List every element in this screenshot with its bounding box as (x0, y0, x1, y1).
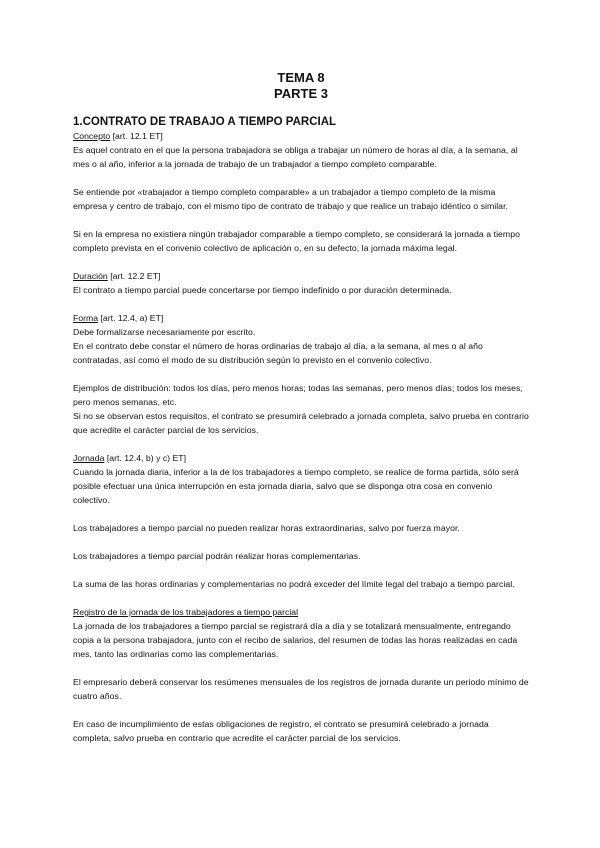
document-page (73, 70, 529, 759)
concepto-paragraph-2: Se entiende por «trabajador a tiempo completo comparable» a un trabajador a tiempo completo de la misma empresa y centro de trabajo, con el mismo tipo de contrato de trabajo y que realice un trabajo idéntico o similar. (73, 187, 508, 211)
parte-title: PARTE 3 (274, 86, 328, 101)
duracion-heading (73, 269, 529, 283)
duracion-ref: [art. 12.2 ET] (107, 271, 161, 281)
jornada-paragraph-3: Los trabajadores a tiempo parcial podrán realizar horas complementarias. (73, 551, 361, 561)
concepto-label: Concepto (73, 131, 111, 141)
jornada-paragraph-1: Cuando la jornada diaria, inferior a la de los trabajadores a tiempo completo, se realice de forma partida, sólo será posible efectuar una única interrupción en esta jornada diaria, salvo que se disponga otra cosa en convenio colectivo. (73, 467, 519, 505)
forma-paragraph-2: En el contrato debe constar el número de horas ordinarias de trabajo al día, a la semana, al mes o al año contratadas, así como el modo de su distribución según lo previsto en el convenio colectivo. (73, 341, 483, 365)
jornada-label: Jornada (73, 453, 105, 463)
registro-label: Registro de la jornada de los trabajadores a tiempo parcial (73, 607, 299, 617)
jornada-heading (73, 451, 529, 465)
duracion-label: Duración (73, 271, 108, 281)
concepto-heading (73, 129, 529, 143)
jornada-ref: [art. 12.4, b) y c) ET] (104, 453, 186, 463)
registro-paragraph-3: En caso de incumplimiento de estas obligaciones de registro, el contrato se presumirá celebrado a jornada completa, salvo prueba en contrario que acredite el carácter parcial de los servicios. (73, 719, 489, 743)
jornada-paragraph-2: Los trabajadores a tiempo parcial no pueden realizar horas extraordinarias, salvo por fuerza mayor. (73, 523, 460, 533)
registro-paragraph-1: La jornada de los trabajadores a tiempo parcial se registrará día a día y se totalizará mensualmente, entregando copia a la persona trabajadora, junto con el recibo de salarios, del resumen de todas las horas realizadas en cada mes, tanto las ordinarias como las complementarias. (73, 621, 518, 659)
section-title: 1.CONTRATO DE TRABAJO A TIEMPO PARCIAL (73, 116, 337, 128)
concepto-paragraph-1: Es aquel contrato en el que la persona trabajadora se obliga a trabajar un número de horas al día, a la semana, al mes o al año, inferior a la jornada de trabajo de un trabajador a tiempo completo comparable. (73, 145, 518, 169)
registro-heading (73, 605, 529, 619)
forma-paragraph-4: Si no se observan estos requisitos, el contrato se presumirá celebrado a jornada completa, salvo prueba en contrario que acredite el carácter parcial de los servicios. (73, 411, 529, 435)
concepto-paragraph-3: Si en la empresa no existiera ningún trabajador comparable a tiempo completo, se considerará la jornada a tiempo completo prevista en el convenio colectivo de aplicación o, en su defecto, la jornada máxima legal. (73, 229, 520, 253)
forma-heading (73, 311, 529, 325)
forma-label: Forma (73, 313, 99, 323)
registro-paragraph-2: El empresario deberá conservar los resúmenes mensuales de los registros de jornada durante un periodo mínimo de cuatro años. (73, 677, 529, 701)
concepto-ref: [art. 12.1 ET] (110, 131, 163, 141)
tema-title: TEMA 8 (277, 70, 325, 85)
forma-paragraph-1: Debe formalizarse necesariamente por escrito. (73, 327, 256, 337)
duracion-paragraph-1: El contrato a tiempo parcial puede concertarse por tiempo indefinido o por duración determinada. (73, 285, 452, 295)
forma-ref: [art. 12.4, a) ET] (98, 313, 164, 323)
forma-paragraph-3: Ejemplos de distribución: todos los días, pero menos horas; todas las semanas, pero menos días; todos los meses, pero menos semanas, etc. (73, 383, 523, 407)
jornada-paragraph-4: La suma de las horas ordinarias y complementarias no podrá exceder del límite legal del trabajo a tiempo parcial. (73, 579, 515, 589)
